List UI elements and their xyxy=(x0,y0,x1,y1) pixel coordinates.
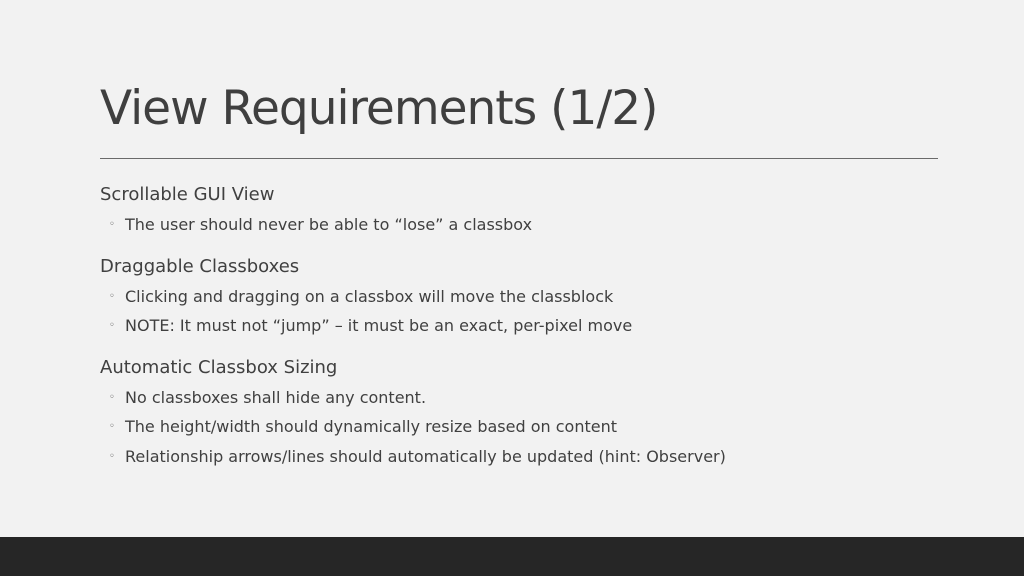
slide-content xyxy=(100,182,940,485)
list-item xyxy=(100,311,940,341)
hollow-circle-bullet-icon: ◦ xyxy=(109,320,115,331)
section-heading: Scrollable GUI View xyxy=(100,184,275,205)
list-item xyxy=(100,282,940,312)
sub-bullet-list xyxy=(100,383,940,472)
hollow-circle-bullet-icon: ◦ xyxy=(109,219,115,230)
list-item xyxy=(100,383,940,413)
slide-title: View Requirements (1/2) xyxy=(100,81,658,136)
section-scrollable-gui-view xyxy=(100,182,940,240)
hollow-circle-bullet-icon: ◦ xyxy=(109,421,115,432)
list-item-text: Relationship arrows/lines should automatically be updated (hint: Observer) xyxy=(125,446,726,466)
list-item-text: NOTE: It must not “jump” – it must be an exact, per-pixel move xyxy=(125,316,633,335)
hollow-circle-bullet-icon: ◦ xyxy=(109,290,115,302)
section-heading: Automatic Classbox Sizing xyxy=(100,356,338,378)
section-draggable-classboxes xyxy=(100,254,940,341)
hollow-circle-bullet-icon: ◦ xyxy=(109,391,115,403)
sub-bullet-list xyxy=(100,210,940,240)
list-item-text: The height/width should dynamically resize based on content xyxy=(125,417,617,436)
section-automatic-classbox-sizing xyxy=(100,355,940,472)
list-item xyxy=(100,210,940,240)
hollow-circle-bullet-icon: ◦ xyxy=(109,450,115,462)
list-item xyxy=(100,412,940,442)
section-heading: Draggable Classboxes xyxy=(100,255,300,277)
sub-bullet-list xyxy=(100,282,940,341)
list-item-text: Clicking and dragging on a classbox will move the classblock xyxy=(125,286,614,306)
list-item xyxy=(100,442,940,472)
title-divider xyxy=(100,158,938,159)
footer-band xyxy=(0,537,1024,576)
list-item-text: The user should never be able to “lose” a classbox xyxy=(125,215,533,234)
list-item-text: No classboxes shall hide any content. xyxy=(125,387,427,407)
